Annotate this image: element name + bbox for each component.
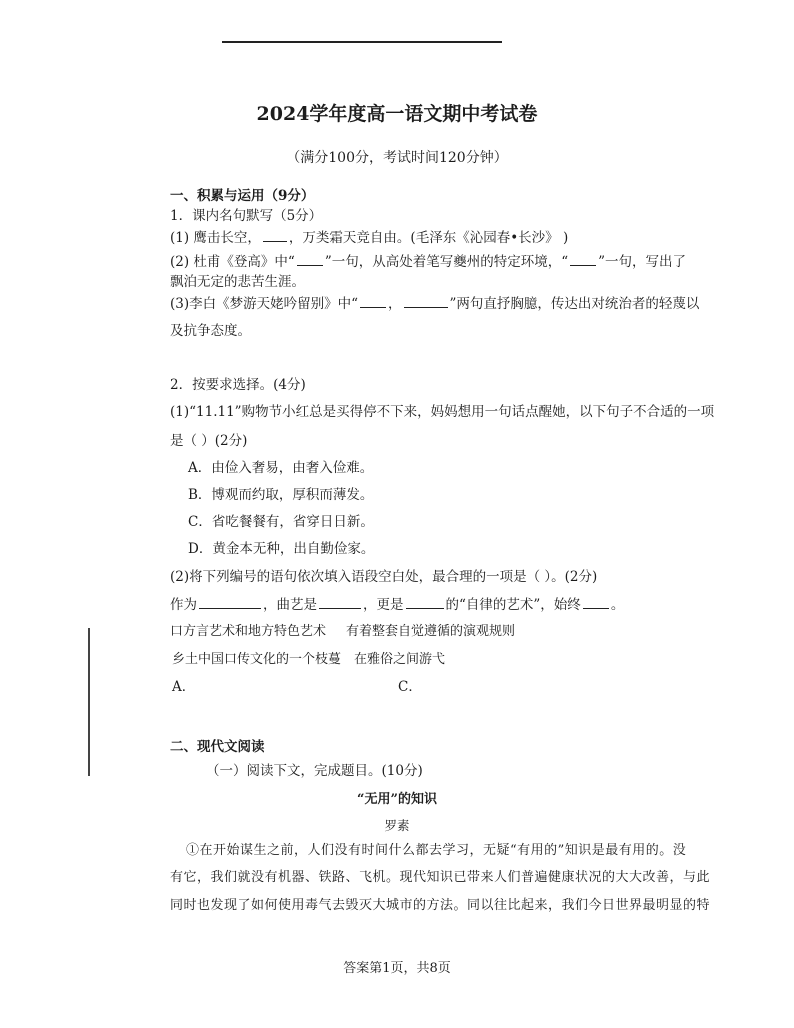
- answer-blank[interactable]: [570, 253, 596, 266]
- answer-blank[interactable]: [297, 253, 323, 266]
- answer-blank[interactable]: [404, 295, 448, 308]
- answer-blank[interactable]: [583, 596, 609, 609]
- q1-stem: 1．课内名句默写（5分）: [170, 208, 323, 224]
- q1-item-3-mid: ，: [388, 296, 402, 312]
- q1-item-3-pre: (3)李白《梦游天姥吟留别》中“: [170, 296, 359, 312]
- fill-text-3: ，更是: [363, 597, 404, 613]
- fragment-3: 乡土中国口传文化的一个枝蔓: [172, 652, 342, 667]
- q1-item-1: [170, 229, 568, 247]
- q2-sub2-fill: [170, 596, 624, 614]
- section1-heading: 一、积累与运用（9分）: [170, 188, 315, 204]
- paragraph-line: 同时也发现了如何使用毒气去毁灭大城市的方法。同以往比起来，我们今日世界最明显的特: [170, 898, 711, 913]
- top-rule: [222, 41, 502, 43]
- answer-blank[interactable]: [319, 596, 361, 609]
- q1-item-3: [170, 295, 699, 313]
- q2-stem: 2．按要求选择。(4分): [170, 377, 306, 393]
- q2-sub1-line1: (1)“11.11”购物节小红总是买得停不下来，妈妈想用一句话点醒她，以下句子不合适的一项: [170, 404, 715, 420]
- q1-item-2-cont: 飘泊无定的悲苦生涯。: [170, 274, 305, 290]
- q2-sub1-line2: 是（ ）(2分): [170, 433, 248, 449]
- answer-blank[interactable]: [360, 295, 386, 308]
- q1-item-2: [170, 253, 686, 271]
- q1-item-2-post: ”一句，写出了: [598, 254, 687, 270]
- fill-text-4: 的“自律的艺术”，始终: [445, 597, 581, 613]
- q1-item-3-cont: 及抗争态度。: [170, 323, 251, 339]
- fill-text-1: 作为: [170, 597, 197, 613]
- paragraph-line: ①在开始谋生之前，人们没有时间什么都去学习，无疑“有用的”知识是最有用的。没: [186, 843, 687, 858]
- answer-option-c: C．: [398, 679, 422, 695]
- q2-option-b: B．博观而约取，厚积而薄发。: [188, 487, 374, 503]
- exam-title: 2024学年度高一语文期中考试卷: [256, 103, 538, 125]
- fragment-1: 口方言艺术和地方特色艺术: [170, 624, 327, 639]
- exam-subtitle: （满分100分，考试时间120分钟）: [286, 150, 508, 166]
- article-title: “无用”的知识: [357, 792, 437, 807]
- article-author: 罗素: [384, 818, 410, 833]
- page-footer: 答案第1页，共8页: [343, 961, 451, 976]
- fragment-2: 有着整套自觉遵循的演观规则: [346, 624, 516, 639]
- fill-text-5: 。: [610, 597, 625, 613]
- answer-blank[interactable]: [263, 229, 287, 242]
- q1-item-3-post: ”两句直抒胸臆，传达出对统治者的轻蔑以: [449, 296, 700, 312]
- q2-sub2-stem: (2)将下列编号的语句依次填入语段空白处，最合理的一项是（ ）。(2分): [170, 569, 598, 585]
- fragment-4: 在雅俗之间游弋: [354, 652, 446, 667]
- paragraph-line: 有它，我们就没有机器、铁路、飞机。现代知识已带来人们普遍健康状况的大大改善，与此: [170, 870, 711, 885]
- section2-heading: 二、现代文阅读: [170, 739, 265, 755]
- q1-item-2-pre: (2) 杜甫《登高》中“: [170, 254, 295, 270]
- q2-option-c: C．省吃餐餐有，省穿日日新。: [188, 514, 374, 530]
- answer-blank[interactable]: [406, 596, 444, 609]
- q2-option-a: A．由俭入奢易，由奢入俭难。: [188, 460, 374, 476]
- q1-item-1-pre: (1) 鹰击长空，: [170, 230, 261, 246]
- section2-subheading: （一）阅读下文，完成题目。(10分): [206, 763, 423, 779]
- answer-blank[interactable]: [199, 596, 261, 609]
- q2-option-d: D．黄金本无种，出自勤俭家。: [188, 541, 375, 557]
- scan-edge-line: [88, 628, 90, 776]
- q1-item-2-mid: ”一句，从高处着笔写夔州的特定环境，“: [324, 254, 569, 270]
- fill-text-2: ，曲艺是: [263, 597, 317, 613]
- q1-item-1-post: ，万类霜天竞自由。(毛泽东《沁园春•长沙》 ): [288, 230, 569, 246]
- answer-option-a: A．: [172, 679, 196, 695]
